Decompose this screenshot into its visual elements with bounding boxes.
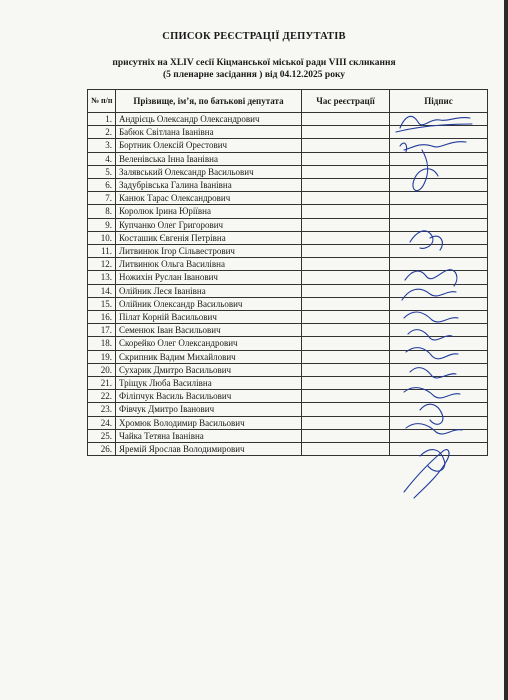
deputy-name: Олійник Олександр Васильович (116, 297, 302, 310)
row-number: 16. (88, 311, 116, 324)
table-row (88, 350, 488, 363)
table-row (88, 324, 488, 337)
registration-time-cell (302, 271, 390, 284)
table-row (88, 271, 488, 284)
signature-cell (390, 271, 488, 284)
registration-time-cell (302, 205, 390, 218)
table-row (88, 337, 488, 350)
deputy-name: Задубрівська Галина Іванівна (116, 179, 302, 192)
signature-cell (390, 192, 488, 205)
deputy-name: Канюк Тарас Олександрович (116, 192, 302, 205)
deputy-name: Чайка Тетяна Іванівна (116, 429, 302, 442)
registration-time-cell (302, 284, 390, 297)
deputy-name: Залявський Олександр Васильович (116, 165, 302, 178)
registration-time-cell (302, 311, 390, 324)
registration-time-cell (302, 429, 390, 442)
table-row (88, 258, 488, 271)
registration-time-cell (302, 443, 390, 456)
registration-time-cell (302, 165, 390, 178)
deputy-name: Тріщук Люба Василівна (116, 377, 302, 390)
registration-time-cell (302, 245, 390, 258)
deputy-name: Олійник Леся Іванівна (116, 284, 302, 297)
row-number: 19. (88, 350, 116, 363)
table-row (88, 363, 488, 376)
registration-time-cell (302, 231, 390, 244)
row-number: 20. (88, 363, 116, 376)
table-row (88, 429, 488, 442)
registration-time-cell (302, 350, 390, 363)
signature-cell (390, 179, 488, 192)
row-number: 23. (88, 403, 116, 416)
row-number: 11. (88, 245, 116, 258)
signature-cell (390, 205, 488, 218)
signature-cell (390, 390, 488, 403)
deputy-name: Сухарик Дмитро Васильович (116, 363, 302, 376)
document-subtitle-session: присутніх на XLIV сесії Кіцманської міської ради VIII скликання (112, 58, 396, 68)
registration-time-cell (302, 192, 390, 205)
deputy-name: Литвинюк Ігор Сільвестрович (116, 245, 302, 258)
signature-cell (390, 258, 488, 271)
scan-border (504, 0, 508, 700)
document-title: СПИСОК РЕЄСТРАЦІЇ ДЕПУТАТІВ (162, 31, 346, 42)
deputy-name: Веленівська Інна Іванівна (116, 152, 302, 165)
table-row (88, 403, 488, 416)
row-number: 17. (88, 324, 116, 337)
row-number: 1. (88, 113, 116, 126)
registration-time-cell (302, 218, 390, 231)
table-row (88, 192, 488, 205)
deputy-name: Пілат Корній Васильович (116, 311, 302, 324)
header-number: № п/п (88, 90, 116, 113)
deputy-name: Хромюк Володимир Васильович (116, 416, 302, 429)
deputy-name: Скорейко Олег Олександрович (116, 337, 302, 350)
registration-time-cell (302, 337, 390, 350)
signature-cell (390, 297, 488, 310)
deputy-name: Бортник Олексій Орестович (116, 139, 302, 152)
table-row (88, 443, 488, 456)
row-number: 21. (88, 377, 116, 390)
signature-cell (390, 337, 488, 350)
table-row (88, 416, 488, 429)
row-number: 15. (88, 297, 116, 310)
row-number: 10. (88, 231, 116, 244)
table-row (88, 139, 488, 152)
row-number: 4. (88, 152, 116, 165)
row-number: 12. (88, 258, 116, 271)
signature-cell (390, 113, 488, 126)
row-number: 3. (88, 139, 116, 152)
deputy-name: Косташик Євгенія Петрівна (116, 231, 302, 244)
signature-cell (390, 350, 488, 363)
table-row (88, 311, 488, 324)
registration-time-cell (302, 377, 390, 390)
table-row (88, 377, 488, 390)
deputy-name: Скрипник Вадим Михайлович (116, 350, 302, 363)
registration-time-cell (302, 113, 390, 126)
table-row (88, 126, 488, 139)
row-number: 26. (88, 443, 116, 456)
deputy-name: Андрієць Олександр Олександрович (116, 113, 302, 126)
signature-cell (390, 218, 488, 231)
deputy-name: Королюк Ірина Юріївна (116, 205, 302, 218)
table-row (88, 284, 488, 297)
signature-cell (390, 139, 488, 152)
table-row (88, 231, 488, 244)
deputy-name: Яремій Ярослав Володимирович (116, 443, 302, 456)
row-number: 14. (88, 284, 116, 297)
signature-cell (390, 429, 488, 442)
row-number: 24. (88, 416, 116, 429)
signature-cell (390, 416, 488, 429)
registration-time-cell (302, 152, 390, 165)
table-header-row (88, 90, 488, 113)
signature-cell (390, 363, 488, 376)
signature-mark (404, 450, 449, 498)
row-number: 2. (88, 126, 116, 139)
row-number: 6. (88, 179, 116, 192)
table-row (88, 113, 488, 126)
signature-cell (390, 403, 488, 416)
header-name: Прізвище, ім’я, по батькові депутата (116, 90, 302, 113)
row-number: 9. (88, 218, 116, 231)
row-number: 5. (88, 165, 116, 178)
registration-time-cell (302, 139, 390, 152)
registration-time-cell (302, 258, 390, 271)
table-row (88, 165, 488, 178)
row-number: 22. (88, 390, 116, 403)
table-row (88, 245, 488, 258)
registration-time-cell (302, 126, 390, 139)
deputy-name: Литвинюк Ольга Василівна (116, 258, 302, 271)
registration-time-cell (302, 324, 390, 337)
table-row (88, 390, 488, 403)
signature-cell (390, 324, 488, 337)
table-row (88, 179, 488, 192)
signature-cell (390, 165, 488, 178)
deputy-name: Ножихін Руслан Іванович (116, 271, 302, 284)
row-number: 25. (88, 429, 116, 442)
row-number: 8. (88, 205, 116, 218)
signature-cell (390, 377, 488, 390)
registration-time-cell (302, 416, 390, 429)
header-time: Час реєстрації (302, 90, 390, 113)
document-subtitle-date: (5 пленарне засідання ) від 04.12.2025 року (162, 70, 346, 80)
signature-cell (390, 126, 488, 139)
registration-time-cell (302, 179, 390, 192)
registration-time-cell (302, 390, 390, 403)
signature-cell (390, 231, 488, 244)
table-row (88, 297, 488, 310)
row-number: 13. (88, 271, 116, 284)
signature-cell (390, 284, 488, 297)
deputy-name: Купчанко Олег Григорович (116, 218, 302, 231)
deputy-name: Фівчук Дмитро Іванович (116, 403, 302, 416)
registration-time-cell (302, 403, 390, 416)
deputy-name: Бабюк Світлана Іванівна (116, 126, 302, 139)
header-signature: Підпис (390, 90, 488, 113)
registration-table (87, 89, 488, 456)
row-number: 18. (88, 337, 116, 350)
table-row (88, 152, 488, 165)
row-number: 7. (88, 192, 116, 205)
signature-cell (390, 152, 488, 165)
registration-time-cell (302, 297, 390, 310)
signature-cell (390, 443, 488, 456)
deputy-name: Філіпчук Василь Васильович (116, 390, 302, 403)
signature-cell (390, 311, 488, 324)
signature-cell (390, 245, 488, 258)
table-row (88, 205, 488, 218)
deputy-name: Семенюк Іван Васильович (116, 324, 302, 337)
table-row (88, 218, 488, 231)
registration-time-cell (302, 363, 390, 376)
